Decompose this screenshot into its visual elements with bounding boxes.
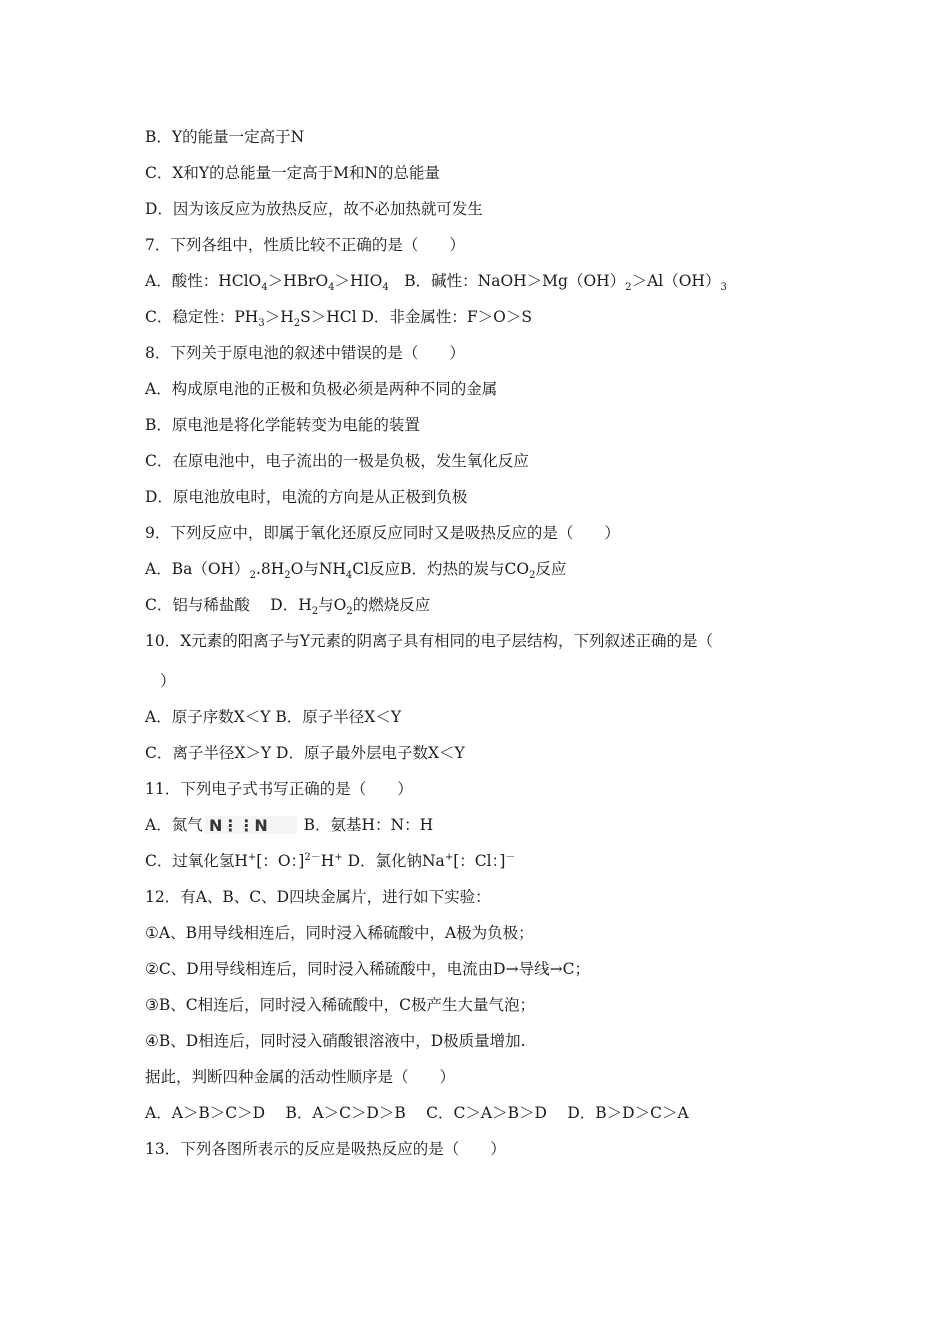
option-c-total-energy: C．X和Y的总能量一定高于M和N的总能量 (145, 164, 441, 182)
q12-experiment-1: ①A、B用导线相连后，同时浸入稀硫酸中，A极为负极； (145, 924, 534, 942)
q8-option-b: B．原电池是将化学能转变为电能的装置 (145, 416, 420, 434)
nitrogen-electron-formula-image (205, 816, 297, 834)
svg-text:N⋮⋮N: N⋮⋮N (208, 816, 268, 834)
question-11: 11．下列电子式书写正确的是（ ） (145, 780, 413, 798)
q12-prompt: 据此，判断四种金属的活动性顺序是（ ） (145, 1068, 456, 1086)
q7-options-cd: C．稳定性：$PH_3>H_2S>HCl$ D．非金属性：F＞O＞S (145, 308, 532, 330)
question-12: 12．有A、B、C、D四块金属片，进行如下实验： (145, 888, 491, 906)
q9-options-cd: C．铝与稀盐酸 D．$H_2$与$O_2$的燃烧反应 (145, 596, 431, 618)
question-10-closing-paren: ） (160, 672, 176, 690)
q9-options-ab: A．$Ba(OH)_2.8H_2O$与$NH_4Cl$反应B．灼热的炭与$CO_2$反应 (145, 560, 567, 582)
question-10: 10．X元素的阳离子与Y元素的阴离子具有相同的电子层结构，下列叙述正确的是（ (145, 632, 713, 650)
q12-experiment-2: ②C、D用导线相连后，同时浸入稀硫酸中，电流由D→导线→C； (145, 960, 590, 978)
q10-options-ab: A．原子序数X＜Y B．原子半径X＜Y (145, 708, 402, 726)
question-8: 8．下列关于原电池的叙述中错误的是（ ） (145, 344, 465, 362)
q12-experiment-4: ④B、D相连后，同时浸入硝酸银溶液中，D极质量增加. (145, 1032, 526, 1050)
option-b-y-energy: B．Y的能量一定高于N (145, 128, 305, 146)
q11-options-cd: C．过氧化氢H+[：O：]$^{2-}$H+ D．氯化钠Na+[：Cl：]－ (145, 851, 516, 870)
q8-option-d: D．原电池放电时，电流的方向是从正极到负极 (145, 488, 468, 506)
q7-options-ab: A．酸性：$HClO_4>HBrO_4>HIO_4$ B．碱性：$NaOH>Mg(OH)_2>Al(OH)_3$ (145, 272, 727, 294)
question-7: 7．下列各组中，性质比较不正确的是（ ） (145, 236, 465, 254)
question-9: 9．下列反应中，即属于氧化还原反应同时又是吸热反应的是（ ） (145, 524, 620, 542)
q11-options-ab: A．氮气 N⋮⋮N B．氨基H：N：H (145, 816, 434, 834)
question-13: 13．下列各图所表示的反应是吸热反应的是（ ） (145, 1140, 506, 1158)
q8-option-c: C．在原电池中，电子流出的一极是负极，发生氧化反应 (145, 452, 529, 470)
q12-options: A．A＞B＞C＞D B．A＞C＞D＞B C．C＞A＞B＞D D．B＞D＞C＞A (145, 1104, 689, 1122)
q8-option-a: A．构成原电池的正极和负极必须是两种不同的金属 (145, 380, 498, 398)
option-d-no-heating: D．因为该反应为放热反应，故不必加热就可发生 (145, 200, 483, 218)
q12-experiment-3: ③B、C相连后，同时浸入稀硫酸中，C极产生大量气泡； (145, 996, 536, 1014)
q10-options-cd: C．离子半径X＞Y D．原子最外层电子数X＜Y (145, 744, 465, 762)
